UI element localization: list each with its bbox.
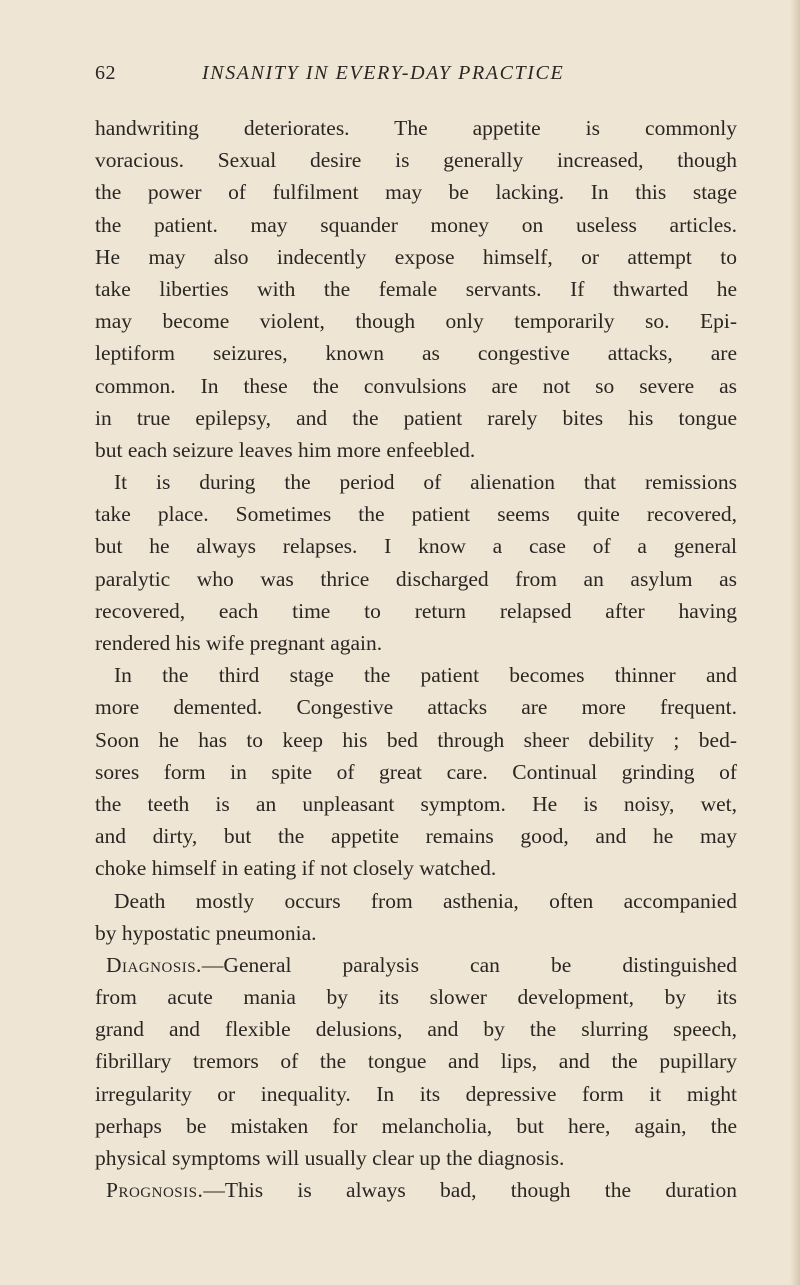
text-line: physical symptoms will usually clear up the diagnosis.: [95, 1146, 565, 1170]
text-line: irregularity or inequality. In its depressive form it might: [95, 1081, 737, 1106]
text-line: handwriting deteriorates. The appetite is commonly: [95, 116, 737, 140]
text-line: the teeth is an unpleasant symptom. He is noisy, wet,: [95, 791, 737, 816]
text-line: Death mostly occurs from asthenia, often accompanied: [114, 888, 737, 913]
text-line: voracious. Sexual desire is generally increased, though: [95, 148, 737, 173]
page-number: 62: [95, 62, 116, 84]
text-line: fibrillary tremors of the tongue and lips, and the pupillary: [95, 1049, 737, 1074]
text-line: by hypostatic pneumonia.: [95, 920, 317, 945]
text-line: recovered, each time to return relapsed after having: [95, 598, 737, 623]
prognosis-text: —This is always bad, though the duration: [203, 1178, 737, 1203]
diagnosis-heading: Diagnosis.: [106, 952, 202, 977]
text-line: from acute mania by its slower development, by its: [95, 985, 737, 1010]
text-line: take place. Sometimes the patient seems quite recovered,: [95, 502, 737, 527]
text-line: but he always relapses. I know a case of a general: [95, 534, 737, 559]
text-line: may become violent, though only temporarily so. Epi-: [95, 309, 737, 334]
text-line: He may also indecently expose himself, or attempt to: [95, 244, 737, 269]
text-line: and dirty, but the appetite remains good, and he may: [95, 824, 737, 849]
prognosis-line: [95, 1174, 737, 1206]
text-line: common. In these the convulsions are not so severe as: [95, 373, 737, 398]
body-text: [95, 112, 737, 1206]
text-line: grand and flexible delusions, and by the slurring speech,: [95, 1017, 737, 1042]
text-line: perhaps be mistaken for melancholia, but here, again, the: [95, 1113, 737, 1138]
text-line: rendered his wife pregnant again.: [95, 631, 383, 655]
text-line: in true epilepsy, and the patient rarely bites his tongue: [95, 405, 737, 430]
text-line: the patient. may squander money on useless articles.: [95, 212, 737, 237]
text-line: more demented. Congestive attacks are more frequent.: [95, 695, 737, 720]
text-line: In the third stage the patient becomes thinner and: [114, 663, 737, 688]
page-edge-shadow: [790, 0, 800, 1285]
diagnosis-line: [95, 949, 737, 981]
text-line: sores form in spite of great care. Continual grinding of: [95, 759, 737, 784]
text-line: but each seizure leaves him more enfeebled.: [95, 437, 476, 462]
text-line: take liberties with the female servants. If thwarted he: [95, 276, 737, 301]
text-line: Soon he has to keep his bed through sheer debility ; bed-: [95, 727, 737, 752]
text-line: leptiform seizures, known as congestive attacks, are: [95, 341, 737, 366]
prognosis-heading: Prognosis.: [106, 1178, 204, 1203]
text-line: choke himself in eating if not closely watched.: [95, 856, 497, 881]
diagnosis-text: —General paralysis can be distinguished: [201, 952, 737, 977]
text-line: the power of fulfilment may be lacking. In this stage: [95, 180, 737, 205]
text-line: It is during the period of alienation that remissions: [114, 470, 737, 495]
text-line: paralytic who was thrice discharged from an asylum as: [95, 566, 737, 591]
running-title: INSANITY IN EVERY-DAY PRACTICE: [202, 62, 565, 84]
running-head: [95, 62, 735, 92]
